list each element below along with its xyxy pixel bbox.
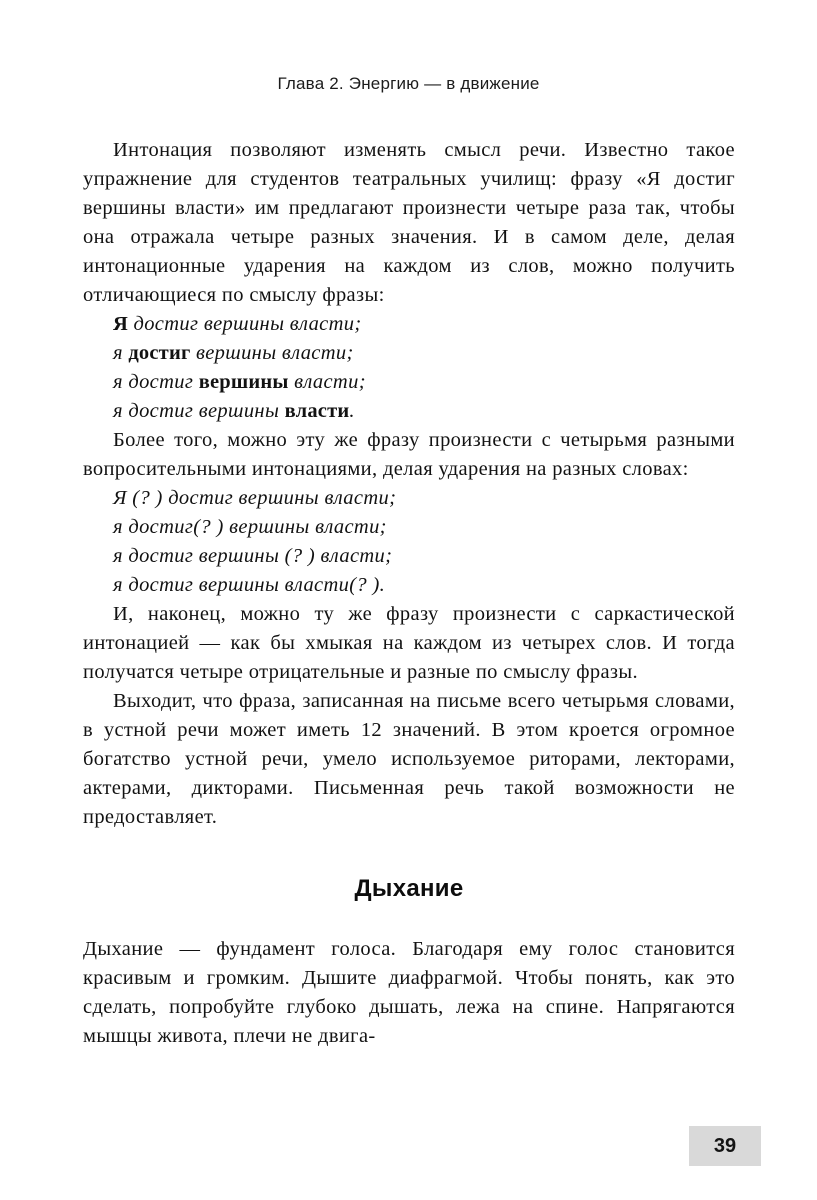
question-line: я достиг вершины власти(? ). bbox=[113, 574, 386, 596]
paragraph-breathing: Дыхание — фундамент голоса. Благодаря ему голос становится красивым и громким. Дышите диафрагмой. Чтобы понять, как это сделать, попробуйте глубоко дышать, лежа на спине. Напрягаются мышцы живота, плечи не двига- bbox=[83, 938, 735, 1047]
question-line: я достиг(? ) вершины власти; bbox=[113, 516, 387, 538]
text-segment: власти; bbox=[288, 371, 366, 393]
question-line: Я (? ) достиг вершины власти; bbox=[113, 487, 397, 509]
running-header: Глава 2. Энергию — в движение bbox=[277, 74, 540, 93]
stress-line bbox=[113, 310, 735, 339]
paragraph-intonation-intro: Интонация позволяют изменять смысл речи. Известно такое упражнение для студентов театральных училищ: фразу «Я достиг вершины власти» им предлагают произнести четыре раза так, чтобы она отражала четыре разных значения. И в самом деле, делая интонационные ударения на каждом из слов, можно получить отличающиеся по смыслу фразы: bbox=[83, 139, 735, 306]
paragraph-sarcasm: И, наконец, можно ту же фразу произнести с саркастической интонацией — как бы хмыкая на каждом из четырех слов. И тогда получатся четыре отрицательные и разные по смыслу фразы. bbox=[83, 603, 735, 683]
stressed-word: вершины bbox=[198, 371, 289, 393]
text-segment: . bbox=[349, 400, 355, 422]
stressed-word: власти bbox=[284, 400, 350, 422]
text-segment: я bbox=[113, 342, 129, 364]
stress-line bbox=[113, 368, 735, 397]
page-number: 39 bbox=[713, 1134, 737, 1157]
section-heading-breathing: Дыхание bbox=[354, 875, 464, 902]
stress-line bbox=[113, 339, 735, 368]
stress-line bbox=[113, 397, 735, 426]
text-segment: вершины власти; bbox=[190, 342, 354, 364]
paragraph-twelve-meanings: Выходит, что фраза, записанная на письме всего четырьмя словами, в устной речи может иметь 12 значений. В этом кроется огромное богатство устной речи, умело используемое риторами, лекторами, актерами, дикторами. Письменная речь такой возможности не предоставляет. bbox=[83, 690, 735, 828]
page-body bbox=[83, 136, 735, 1051]
paragraph-question-intro: Более того, можно эту же фразу произнести с четырьмя разными вопросительными интонациями, делая ударения на разных словах: bbox=[83, 429, 735, 480]
question-variants-list bbox=[83, 484, 735, 600]
stress-variants-list bbox=[83, 310, 735, 426]
text-segment: я достиг вершины bbox=[113, 400, 285, 422]
text-segment: достиг вершины власти; bbox=[128, 313, 362, 335]
question-line: я достиг вершины (? ) власти; bbox=[113, 545, 393, 567]
stressed-word: достиг bbox=[128, 342, 191, 364]
page-number-badge bbox=[689, 1126, 761, 1166]
stressed-word: Я bbox=[113, 313, 129, 335]
text-segment: я достиг bbox=[113, 371, 199, 393]
